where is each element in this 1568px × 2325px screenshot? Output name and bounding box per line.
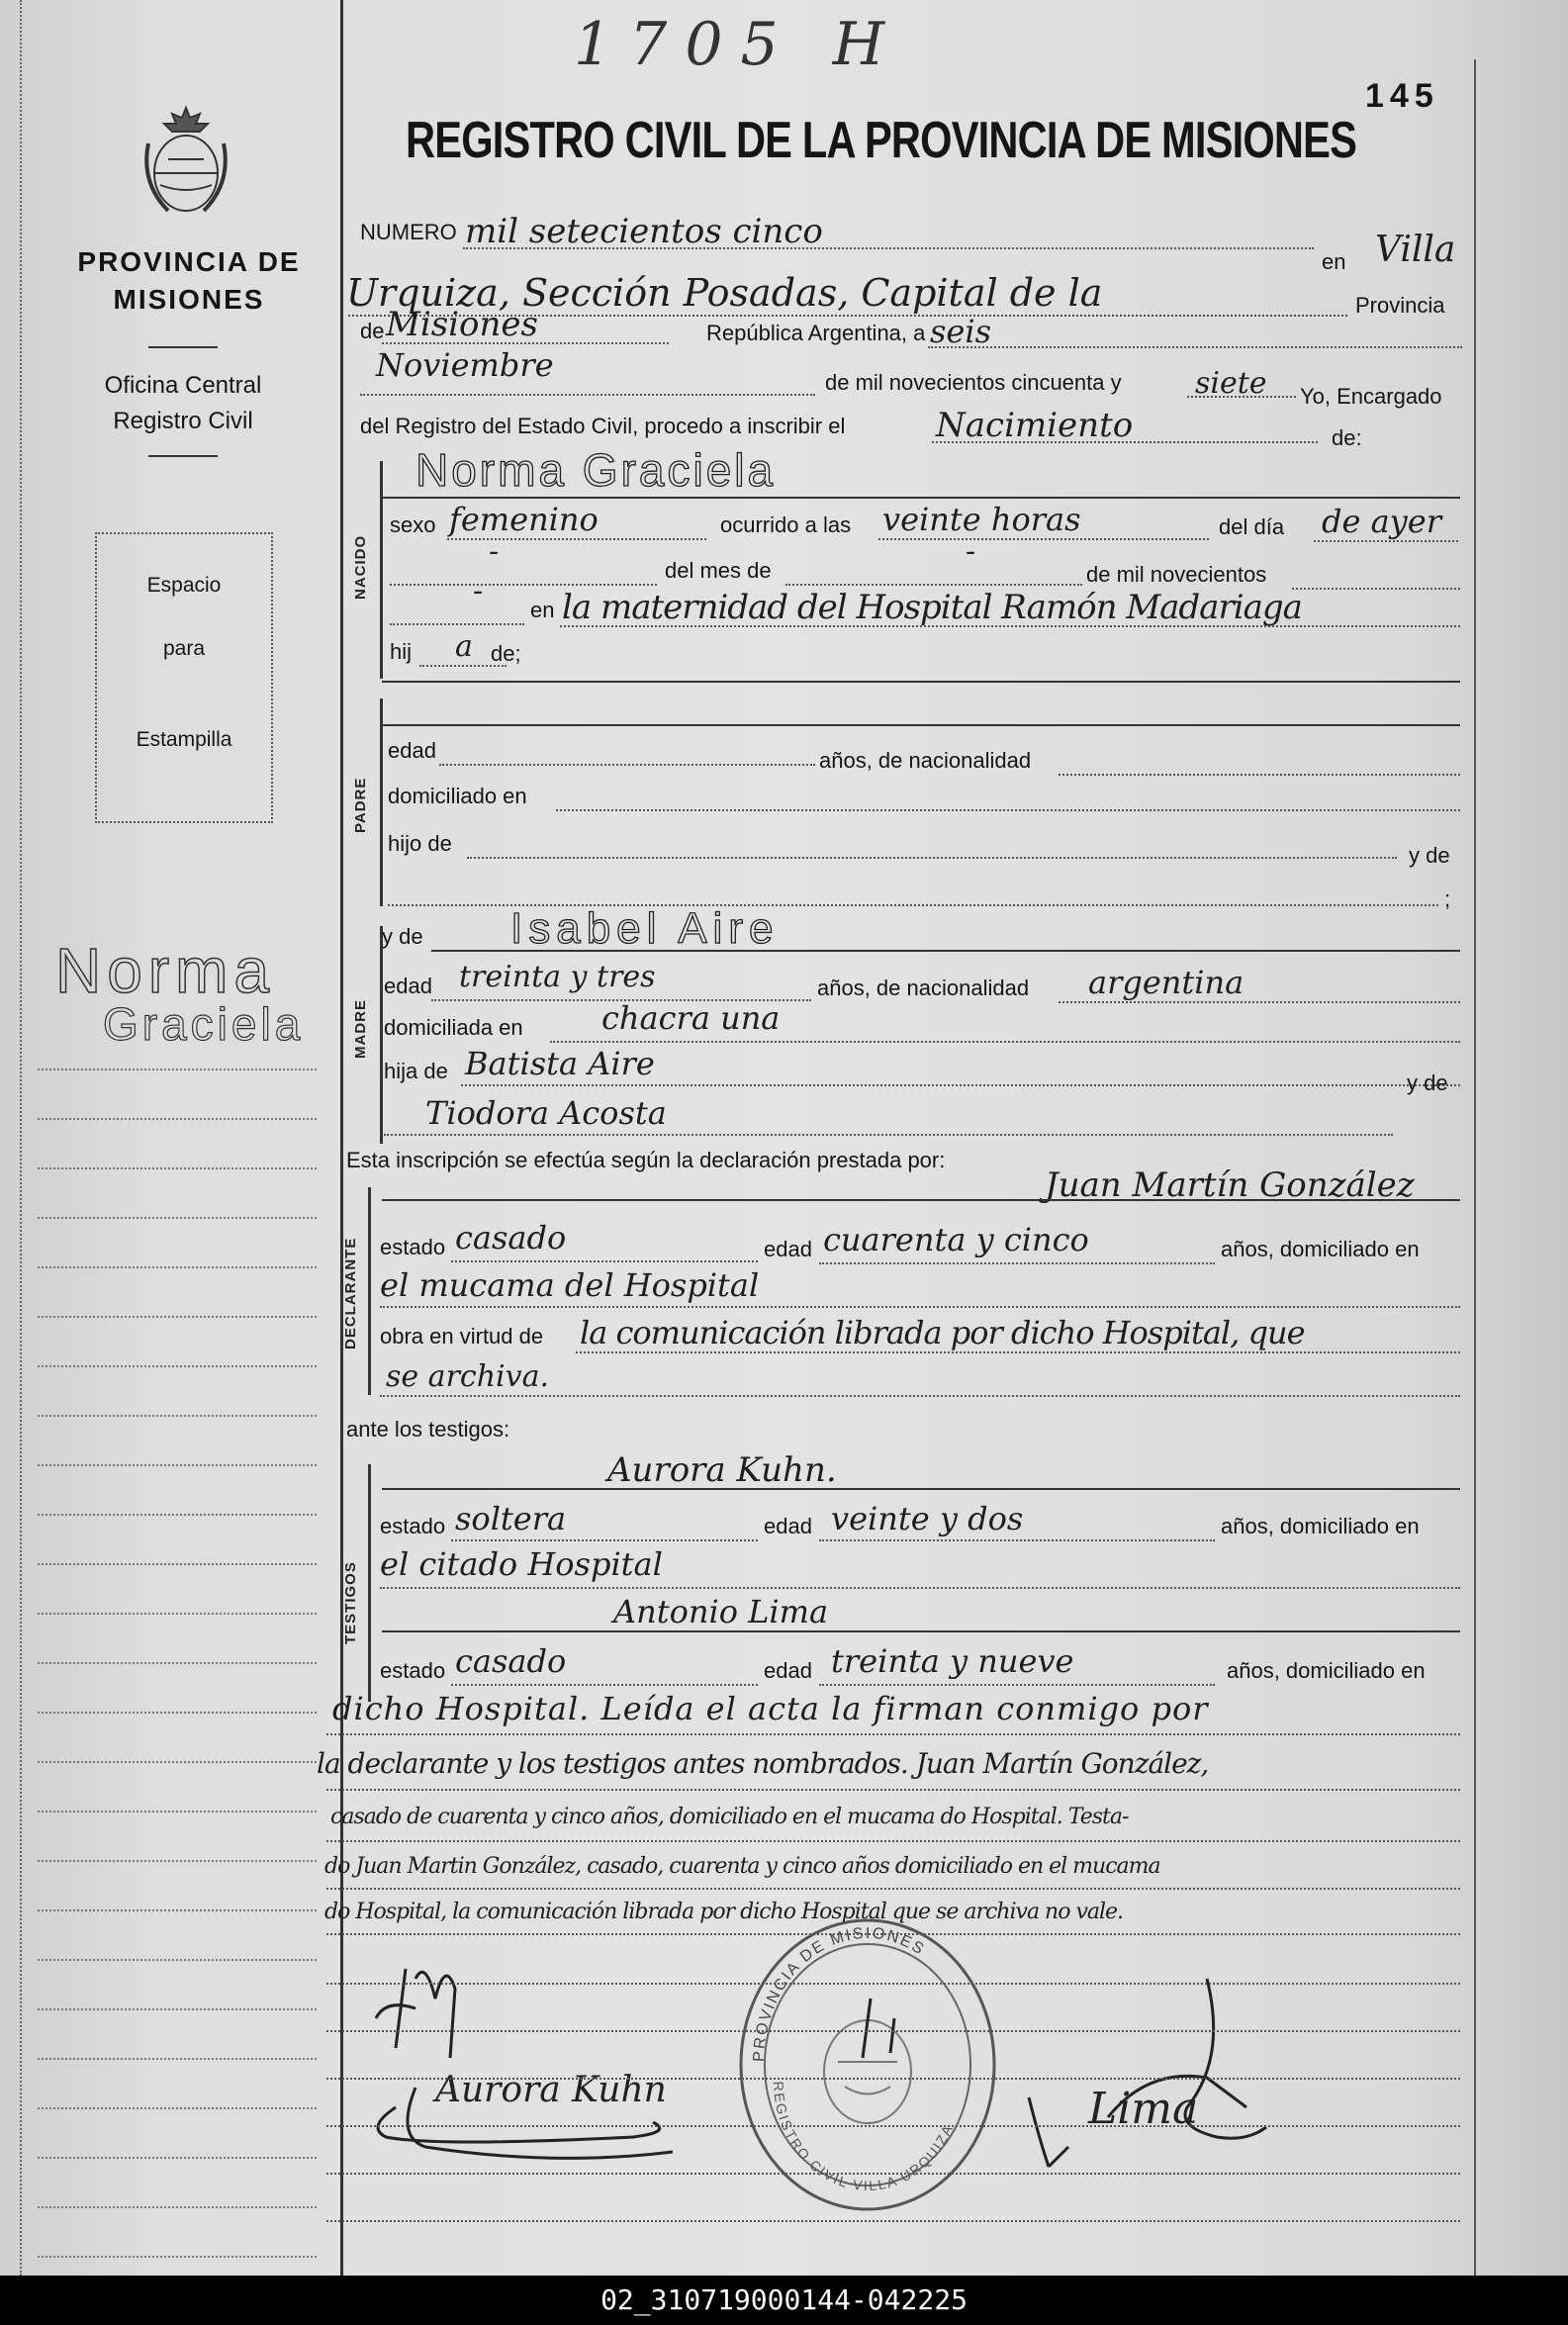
label-estado-declarante: estado xyxy=(380,1235,446,1259)
margin-ruled-line xyxy=(38,1860,317,1862)
fill-line xyxy=(380,1306,1460,1308)
seal-outer-text: PROVINCIA DE MISIONES xyxy=(750,1924,928,2063)
margin-ruled-line xyxy=(38,2157,317,2159)
label-mil-nov-cincuenta: de mil novecientos cincuenta y xyxy=(825,370,1122,395)
fill-line xyxy=(1292,588,1460,590)
fill-line xyxy=(451,1260,758,1262)
fill-line xyxy=(576,1351,1460,1353)
label-de-colon: de: xyxy=(1332,425,1362,450)
fill-line xyxy=(928,346,1462,348)
value-obra-virtud-1: la comunicación librada por dicho Hospital, que xyxy=(580,1314,1305,1351)
label-hija-de: hija de xyxy=(384,1059,448,1083)
fill-line xyxy=(390,623,524,625)
value-testigo2-estado: casado xyxy=(455,1642,567,1680)
closing-line: dicho Hospital. Leída el acta la firman conmigo por xyxy=(332,1690,1209,1727)
stamp-box xyxy=(95,532,273,823)
value-madre-nombre: Isabel Aire xyxy=(510,904,780,953)
page-number: 145 xyxy=(1365,77,1439,115)
label-y-de-madre: y de xyxy=(382,924,423,949)
margin-ruled-line xyxy=(38,1613,317,1615)
section-bracket xyxy=(380,698,383,906)
value-declarante-domicilio: el mucama del Hospital xyxy=(380,1266,760,1304)
fill-line xyxy=(878,538,1209,540)
fill-line xyxy=(451,1539,758,1541)
margin-ruled-line xyxy=(38,1167,317,1169)
label-obra-en-virtud: obra en virtud de xyxy=(380,1324,544,1348)
value-testigo1-domicilio: el citado Hospital xyxy=(380,1545,663,1583)
fill-line xyxy=(1314,540,1458,542)
fill-line xyxy=(467,857,1397,859)
label-y-de-madre2: y de xyxy=(1407,1070,1448,1095)
value-declarante-nombre: Juan Martín González xyxy=(1045,1165,1415,1205)
value-declarante-estado: casado xyxy=(455,1219,567,1256)
fill-line xyxy=(1059,1001,1460,1003)
field-rule xyxy=(382,1630,1460,1632)
fill-line xyxy=(785,584,1082,586)
margin-ruled-line xyxy=(38,1415,317,1417)
label-edad-declarante: edad xyxy=(764,1237,812,1261)
label-yo-encargado: Yo, Encargado xyxy=(1300,384,1442,409)
margin-ruled-line xyxy=(38,1959,317,1961)
field-rule xyxy=(382,681,1460,683)
fill-line xyxy=(439,764,815,766)
fill-line xyxy=(326,1733,1460,1735)
fill-line xyxy=(447,538,706,540)
label-anos-domiciliado-testigo1: años, domiciliado en xyxy=(1221,1514,1420,1538)
blank-ruled-line xyxy=(326,2220,1460,2222)
label-en: en xyxy=(1322,249,1346,274)
value-nombre: Norma Graciela xyxy=(415,444,777,496)
margin-ruled-line xyxy=(38,2206,317,2208)
label-provincia: Provincia xyxy=(1355,293,1445,318)
label-estado-testigo2: estado xyxy=(380,1658,446,1683)
margin-ruled-line xyxy=(38,1069,317,1070)
margin-ruled-line xyxy=(38,2107,317,2109)
value-mes: Noviembre xyxy=(376,346,554,384)
margin-ruled-line xyxy=(38,2256,317,2258)
value-en: Villa xyxy=(1375,230,1456,270)
margin-name-line1: Norma xyxy=(55,935,276,1006)
label-domiciliado-padre: domiciliado en xyxy=(388,784,527,808)
margin-ruled-line xyxy=(38,1811,317,1813)
margin-ruled-line xyxy=(38,1563,317,1565)
fill-line xyxy=(360,394,815,396)
value-declarante-edad: cuarenta y cinco xyxy=(823,1221,1089,1258)
value-mes-nac2: - xyxy=(966,534,976,569)
label-esta-inscripcion: Esta inscripción se efectúa según la declaración prestada por: xyxy=(346,1148,946,1172)
value-testigo2-edad: treinta y nueve xyxy=(831,1642,1074,1680)
label-padre: PADRE xyxy=(352,777,369,833)
label-de-semicolon: de; xyxy=(491,641,521,666)
fill-line xyxy=(1059,774,1460,776)
field-rule xyxy=(382,497,1460,499)
label-anos-domiciliado-testigo2: años, domiciliado en xyxy=(1227,1658,1426,1683)
label-hij: hij xyxy=(390,639,413,664)
blank-ruled-line xyxy=(326,1983,1460,1985)
label-estado-testigo1: estado xyxy=(380,1514,446,1538)
value-madre-padre: Batista Aire xyxy=(465,1045,655,1082)
value-provincia: Misiones xyxy=(386,305,538,344)
closing-line: casado de cuarenta y cinco años, domiciliado en el mucama do Hospital. Testa- xyxy=(330,1805,1129,1829)
fill-line xyxy=(326,1888,1460,1890)
label-del-dia: del día xyxy=(1219,514,1285,539)
margin-ruled-line xyxy=(38,1217,317,1219)
fill-line xyxy=(550,1041,1460,1043)
closing-line: do Juan Martin González, casado, cuarenta y cinco años domiciliado en el mucama xyxy=(324,1854,1160,1879)
margin-ruled-line xyxy=(38,1662,317,1664)
fill-line xyxy=(326,1789,1460,1791)
margin-ruled-line xyxy=(38,1761,317,1763)
value-mes-nac: - xyxy=(489,534,500,569)
value-acto: Nacimiento xyxy=(936,406,1134,445)
field-rule xyxy=(382,1488,1460,1490)
seal-lower-text: REGISTRO CIVIL VILLA URQUIZA xyxy=(770,2081,957,2194)
value-testigo1-edad: veinte y dos xyxy=(831,1500,1024,1537)
label-numero: NUMERO xyxy=(360,220,457,244)
fill-line xyxy=(384,1134,1393,1136)
label-en-lugar: en xyxy=(530,598,555,622)
label-sexo: sexo xyxy=(390,512,436,537)
office-name: Oficina Central Registro Civil xyxy=(104,372,262,434)
value-testigo1-estado: soltera xyxy=(455,1500,567,1537)
value-anio: siete xyxy=(1195,366,1267,401)
label-nacido: NACIDO xyxy=(352,534,369,600)
value-lugar-nac: la maternidad del Hospital Ramón Madariaga xyxy=(562,588,1302,627)
section-bracket xyxy=(368,1464,371,1702)
value-sexo: femenino xyxy=(449,501,599,538)
fill-line xyxy=(451,1684,758,1686)
image-code-footer: 02_310719000144-042225 xyxy=(0,2276,1568,2325)
value-hora: veinte horas xyxy=(882,501,1081,538)
signature-right: Lima xyxy=(1088,2084,1199,2134)
margin-ruled-line xyxy=(38,2058,317,2060)
fill-line xyxy=(390,584,657,586)
label-ante-testigos: ante los testigos: xyxy=(346,1417,510,1442)
label-semicolon: ; xyxy=(1444,886,1451,911)
label-ocurrido: ocurrido a las xyxy=(720,512,852,537)
stamp-box-line: Estampilla xyxy=(136,728,232,751)
fill-line xyxy=(326,1840,1460,1842)
blank-ruled-line xyxy=(326,2030,1460,2032)
label-de-mil-nov: de mil novecientos xyxy=(1086,562,1267,587)
section-bracket xyxy=(368,1187,371,1395)
label-anos-domiciliado-declarante: años, domiciliado en xyxy=(1221,1237,1420,1261)
coat-of-arms-emblem xyxy=(138,104,233,223)
label-y-de-padre: y de xyxy=(1409,843,1450,868)
right-vertical-rule xyxy=(1474,59,1476,2276)
blank-ruled-line xyxy=(326,2078,1460,2080)
value-hij-suffix: a xyxy=(455,629,473,664)
label-domiciliada-madre: domiciliada en xyxy=(384,1015,523,1040)
margin-name-line2: Graciela xyxy=(103,998,305,1050)
fill-line xyxy=(556,809,1460,811)
value-madre-edad: treinta y tres xyxy=(459,960,656,994)
value-madre-domicilio: chacra una xyxy=(601,999,781,1037)
value-dia-nac: de ayer xyxy=(1322,503,1441,540)
label-edad-testigo1: edad xyxy=(764,1514,812,1538)
label-republica: República Argentina, a xyxy=(706,321,926,345)
margin-ruled-line xyxy=(38,1464,317,1466)
blank-ruled-line xyxy=(326,2125,1460,2127)
label-edad-testigo2: edad xyxy=(764,1658,812,1683)
margin-ruled-line xyxy=(38,1118,317,1120)
label-edad-padre: edad xyxy=(388,738,436,763)
label-declarante: DECLARANTE xyxy=(342,1237,359,1349)
signature-aurora: Aurora Kuhn xyxy=(435,2070,667,2110)
field-rule xyxy=(382,1199,1460,1201)
label-hijo-de: hijo de xyxy=(388,831,452,856)
handwritten-file-number: 1705 H xyxy=(574,10,903,79)
sidebar-divider xyxy=(148,455,218,457)
province-name: PROVINCIA DE MISIONES xyxy=(77,246,301,315)
margin-ruled-line xyxy=(38,2008,317,2010)
field-rule xyxy=(382,724,1460,726)
label-del-mes: del mes de xyxy=(665,558,772,583)
margin-ruled-line xyxy=(38,1712,317,1714)
value-obra-virtud-2: se archiva. xyxy=(386,1359,549,1394)
fill-line xyxy=(819,1684,1215,1686)
blank-ruled-line xyxy=(326,2173,1460,2175)
value-testigo2-nombre: Antonio Lima xyxy=(613,1593,829,1630)
margin-ruled-line xyxy=(38,1316,317,1318)
fill-line xyxy=(380,1587,1460,1589)
label-edad-madre: edad xyxy=(384,974,432,998)
fill-line xyxy=(461,1084,1460,1086)
label-anos-nac-madre: años, de nacionalidad xyxy=(817,976,1030,1000)
label-testigos: TESTIGOS xyxy=(342,1561,359,1644)
fill-line xyxy=(380,1395,1460,1397)
margin-ruled-line xyxy=(38,1266,317,1268)
value-testigo1-nombre: Aurora Kuhn. xyxy=(607,1450,837,1490)
page-title: REGISTRO CIVIL DE LA PROVINCIA DE MISIONES xyxy=(406,112,1357,169)
label-del-registro: del Registro del Estado Civil, procedo a inscribir el xyxy=(360,414,846,438)
fill-line xyxy=(819,1262,1215,1264)
section-bracket xyxy=(380,461,383,679)
signature-strokes xyxy=(356,1939,1454,2196)
margin-ruled-line xyxy=(38,1909,317,1911)
value-dia: seis xyxy=(930,313,992,350)
value-numero: mil setecientos cinco xyxy=(465,212,823,251)
margin-ruled-line xyxy=(38,1514,317,1516)
value-anio-nac: - xyxy=(473,574,484,608)
closing-line: do Hospital, la comunicación librada por dicho Hospital que se archiva no vale. xyxy=(324,1900,1124,1924)
value-madre-madre: Tiodora Acosta xyxy=(425,1094,667,1132)
closing-line: la declarante y los testigos antes nombrados. Juan Martín González, xyxy=(317,1747,1209,1780)
fill-line xyxy=(819,1539,1215,1541)
section-bracket xyxy=(380,926,383,1144)
value-madre-nacionalidad: argentina xyxy=(1088,964,1245,1001)
stamp-box-line: Espacio xyxy=(146,574,222,597)
label-anos-nac-padre: años, de nacionalidad xyxy=(819,748,1032,773)
margin-ruled-line xyxy=(38,1365,317,1367)
label-madre: MADRE xyxy=(352,999,369,1059)
label-de: de xyxy=(360,319,385,343)
left-vertical-rule xyxy=(20,0,22,2276)
stamp-box-line: para xyxy=(162,637,206,660)
sidebar-divider xyxy=(148,346,218,348)
value-lugar: Urquiza, Sección Posadas, Capital de la xyxy=(346,271,1103,315)
